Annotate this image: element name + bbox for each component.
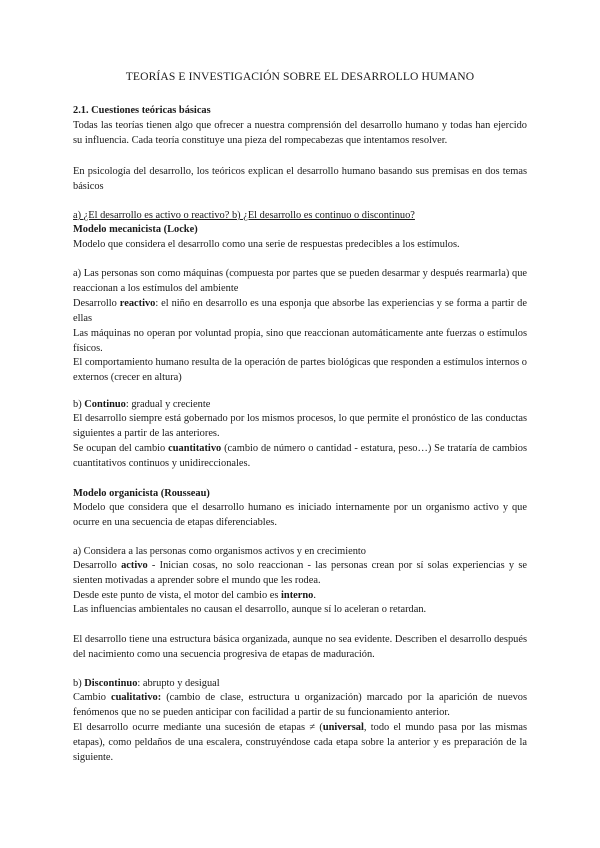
continuous-heading: b) Continuo: gradual y creciente xyxy=(73,399,211,410)
organicist-point-a: a) Considera a las personas como organismos activos y en crecimiento xyxy=(73,546,366,557)
environmental-influences: Las influencias ambientales no causan el desarrollo, aunque sí lo aceleran o retardan. xyxy=(73,604,427,615)
discontinuous-heading: b) Discontinuo: abrupto y desigual xyxy=(73,678,220,689)
mechanistic-point-a: a) Las personas son como máquinas (compuesta por partes que se pueden desarmar y después rearmarla) que reaccionan a los estímulos del ambiente xyxy=(73,268,527,294)
document-title: TEORÍAS E INVESTIGACIÓN SOBRE EL DESARROLLO HUMANO xyxy=(125,70,475,83)
stages-paragraph: El desarrollo ocurre mediante una sucesión de etapas ≠ (universal, todo el mundo pasa por las mismas etapas), como peldaños de una escalera, construyéndose cada etapa sobre la anterior y es preparación de la siguiente. xyxy=(73,722,527,763)
section-heading: 2.1. Cuestiones teóricas básicas xyxy=(73,105,211,116)
active-development: Desarrollo activo - Inician cosas, no solo reaccionan - las personas crean por sí solas experiencias y se sienten motivadas a aprender sobre el mundo que les rodea. xyxy=(73,560,527,586)
reactive-development: Desarrollo reactivo: el niño en desarrollo es una esponja que absorbe las experiencias y se forma a partir de ellas xyxy=(73,298,527,324)
mechanistic-model-heading: Modelo mecanicista (Locke) xyxy=(73,224,198,235)
intro-paragraph: Todas las teorías tienen algo que ofrecer a nuestra comprensión del desarrollo humano y todas han ejercido su influencia. Cada teoría constituye una pieza del rompecabezas que intentamos resolver. xyxy=(73,120,527,146)
machines-paragraph: Las máquinas no operan por voluntad propia, sino que reaccionan automáticamente ante fuerzas o estímulos físicos. xyxy=(73,328,527,354)
behavior-paragraph: El comportamiento humano resulta de la operación de partes biológicas que responden a estímulos internos o externos (crecer en altura) xyxy=(73,357,527,383)
organicist-definition: Modelo que considera que el desarrollo humano es iniciado internamente por un organismo activo y que ocurre en una secuencia de etapas diferenciables. xyxy=(73,502,527,528)
mechanistic-definition: Modelo que considera el desarrollo como una serie de respuestas predecibles a los estímulos. xyxy=(73,239,460,250)
question-heading: a) ¿El desarrollo es activo o reactivo? b) ¿El desarrollo es continuo o discontinuo? xyxy=(73,210,415,221)
qualitative-change: Cambio cualitativo: (cambio de clase, estructura u organización) marcado por la aparición de nuevos fenómenos que no se pueden anticipar con facilidad a partir de su funcionamiento anterior. xyxy=(73,692,528,718)
continuous-description: El desarrollo siempre está gobernado por los mismos procesos, lo que permite el pronóstico de las conductas siguientes a partir de las anteriores. xyxy=(73,413,527,439)
structure-paragraph: El desarrollo tiene una estructura básica organizada, aunque no sea evidente. Describen el desarrollo después del nacimiento como una secuencia progresiva de etapas de maduración. xyxy=(73,634,527,660)
internal-motor: Desde este punto de vista, el motor del cambio es interno. xyxy=(73,590,316,601)
quantitative-change: Se ocupan del cambio cuantitativo (cambio de número o cantidad - estatura, peso…) Se trataría de cambios cuantitativos continuos y unidireccionales. xyxy=(73,443,527,469)
intro-paragraph-2: En psicología del desarrollo, los teóricos explican el desarrollo humano basando sus premisas en dos temas básicos xyxy=(73,166,527,192)
organicist-model-heading: Modelo organicista (Rousseau) xyxy=(73,488,210,499)
